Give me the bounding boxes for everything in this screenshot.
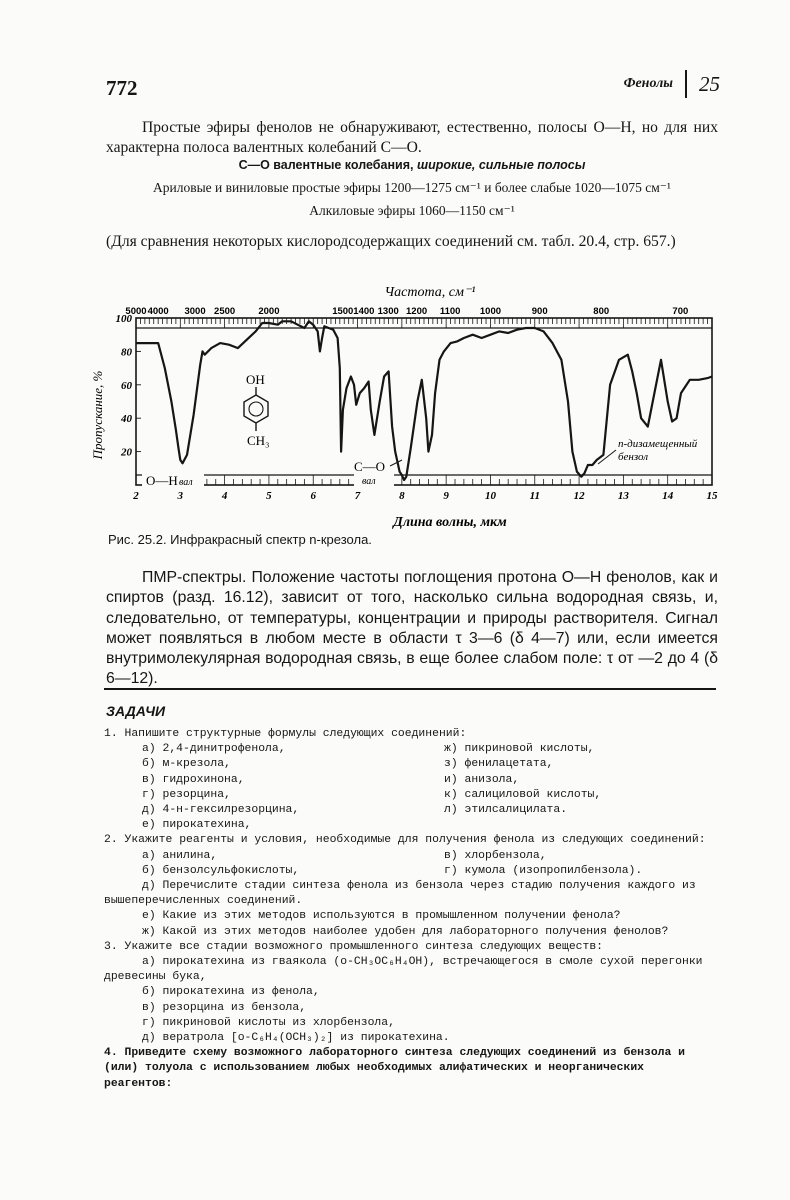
co-heading-bold: С—О валентные колебания, bbox=[238, 158, 414, 172]
top-tick-label: 2500 bbox=[214, 306, 236, 317]
y-tick-label: 80 bbox=[121, 346, 132, 359]
top-tick-label: 4000 bbox=[147, 306, 169, 317]
co-heading-italic: широкие, сильные полосы bbox=[416, 158, 586, 172]
task-4: 4. Приведите схему возможного лабораторного синтеза следующих соединений из бензола и (или) толуола с использованием любых необходимых алифатических и неорганических реагентов: bbox=[104, 1047, 686, 1090]
task-item-row bbox=[104, 818, 716, 833]
running-header bbox=[624, 70, 720, 98]
nmr-lead: ПМР-спектры. bbox=[142, 569, 247, 586]
x-tick-label: 3 bbox=[177, 490, 184, 502]
task-3-b: б) пирокатехина из фенола, bbox=[142, 986, 320, 999]
figure-caption: Рис. 25.2. Инфракрасный спектр n-крезола. bbox=[108, 532, 372, 547]
task-item: в) гидрохинона, bbox=[142, 773, 245, 786]
task-item-row bbox=[104, 864, 716, 879]
header-divider bbox=[685, 70, 687, 98]
x-tick-label: 7 bbox=[354, 490, 361, 502]
paragraph-comparison: (Для сравнения некоторых кислородсодержащих соединений см. табл. 20.4, стр. 657.) bbox=[106, 233, 676, 250]
tasks-list bbox=[104, 727, 716, 1092]
x-tick-label: 15 bbox=[706, 490, 718, 502]
top-tick-label: 1200 bbox=[406, 306, 428, 317]
task-item-row bbox=[104, 849, 716, 864]
x-axis-label: Длина волны, мкм bbox=[393, 515, 507, 530]
x-tick-label: 10 bbox=[484, 490, 496, 502]
page-number: 772 bbox=[106, 76, 138, 100]
co-band-heading bbox=[106, 158, 718, 172]
chapter-number: 25 bbox=[699, 71, 720, 96]
task-item: г) резорцина, bbox=[142, 788, 231, 801]
co-band-sub: вал bbox=[362, 476, 376, 487]
top-tick-label: 5000 bbox=[125, 306, 147, 317]
alkyl-ethers-line: Алкиловые эфиры 1060—1150 см⁻¹ bbox=[309, 203, 515, 218]
top-tick-label: 1300 bbox=[377, 306, 399, 317]
nmr-text: Положение частоты поглощения протона О—Н фенолов, как и спиртов (разд. 16.12), зависит от того, насколько сильна водородная связь, и, следовательно, от температуры, концентрации и природы растворителя. Сигнал может появляться в любом месте в области τ 3—6 (δ 4—7) или, если имеется внутримолекулярная водородная связь, в еще более слабом поле: τ от —2 до 4 (δ 6—12). bbox=[106, 569, 719, 688]
task-1: 1. Напишите структурные формулы следующих соединений: bbox=[104, 728, 467, 740]
wavelength-ruler bbox=[136, 475, 712, 485]
oh-band-label: O—H bbox=[146, 473, 178, 488]
top-tick-label: 1400 bbox=[353, 306, 375, 317]
task-item-row bbox=[104, 757, 716, 772]
task-item: в) хлорбензола, bbox=[444, 849, 547, 862]
top-tick-label: 900 bbox=[531, 306, 548, 317]
para-label-line1: n-дизамещенный bbox=[618, 438, 698, 450]
aryl-ethers-line: Ариловые и виниловые простые эфиры 1200—1275 см⁻¹ и более слабые 1020—1075 см⁻¹ bbox=[153, 180, 671, 195]
task-2-d: д) Перечислите стадии синтеза фенола из бензола через стадию получения каждого из вышеперечисленных соединений. bbox=[104, 880, 696, 908]
task-item-row bbox=[104, 742, 716, 757]
x-tick-label: 11 bbox=[529, 490, 540, 502]
task-item: ж) пикриновой кислоты, bbox=[444, 743, 595, 756]
task-item: б) м-крезола, bbox=[142, 758, 231, 771]
x-tick-label: 14 bbox=[662, 490, 674, 502]
task-3-g: г) пикриновой кислоты из хлорбензола, bbox=[142, 1016, 395, 1029]
x-tick-labels bbox=[132, 490, 718, 502]
x-tick-label: 13 bbox=[617, 490, 629, 502]
task-3: 3. Укажите все стадии возможного промышленного синтеза следующих веществ: bbox=[104, 940, 603, 953]
tasks-title: ЗАДАЧИ bbox=[106, 703, 166, 719]
top-tick-label: 1500 bbox=[332, 306, 354, 317]
structure-oh: OH bbox=[246, 372, 265, 387]
top-tick-label: 1000 bbox=[479, 306, 502, 317]
x-tick-label: 8 bbox=[399, 490, 405, 502]
task-item-row bbox=[104, 773, 716, 788]
ir-spectrum-chart bbox=[90, 280, 730, 530]
top-tick-label: 800 bbox=[593, 306, 610, 317]
task-2-e: е) Какие из этих методов используются в промышленном получении фенола? bbox=[142, 910, 621, 923]
y-tick-label: 20 bbox=[121, 446, 132, 459]
y-axis-label: Пропускание, % bbox=[90, 370, 105, 460]
task-item: к) салициловой кислоты, bbox=[444, 788, 602, 801]
y-tick-label: 40 bbox=[121, 413, 132, 426]
task-item: г) кумола (изопропилбензола). bbox=[444, 864, 643, 877]
x-tick-label: 12 bbox=[573, 490, 585, 502]
frequency-ruler bbox=[136, 318, 712, 328]
task-item-row bbox=[104, 788, 716, 803]
task-item: и) анизола, bbox=[444, 773, 520, 786]
task-item: л) этилсалицилата. bbox=[444, 804, 568, 817]
task-2-items bbox=[104, 849, 716, 879]
structure-ch3: CH₃ bbox=[247, 433, 270, 448]
section-rule bbox=[104, 688, 716, 690]
y-tick-label: 100 bbox=[115, 313, 132, 325]
paragraph-nmr bbox=[106, 568, 718, 690]
co-band-label: C—O bbox=[354, 459, 386, 474]
x-tick-label: 4 bbox=[221, 490, 228, 502]
task-2-zh: ж) Какой из этих методов наиболее удобен для лабораторного получения фенолов? bbox=[142, 925, 669, 938]
para-label-line2: бензол bbox=[618, 451, 649, 463]
benzene-ring bbox=[244, 395, 268, 423]
task-item: д) 4-н-гексилрезорцина, bbox=[142, 804, 300, 817]
task-item: е) пирокатехина, bbox=[142, 819, 252, 832]
task-3-v: в) резорцина из бензола, bbox=[142, 1001, 307, 1014]
top-tick-labels bbox=[125, 306, 688, 317]
top-tick-label: 2000 bbox=[258, 306, 280, 317]
y-tick-labels bbox=[116, 313, 142, 459]
top-axis-label: Частота, см⁻¹ bbox=[384, 285, 476, 300]
x-tick-label: 6 bbox=[310, 490, 316, 502]
task-item: а) анилина, bbox=[142, 849, 218, 862]
oh-band-sub: вал bbox=[179, 477, 193, 488]
x-tick-label: 2 bbox=[133, 490, 139, 502]
task-item-row bbox=[104, 803, 716, 818]
top-tick-label: 1100 bbox=[439, 306, 461, 317]
top-tick-label: 3000 bbox=[184, 306, 206, 317]
paragraph-ethers: Простые эфиры фенолов не обнаруживают, естественно, полосы О—Н, но для них характерна полоса валентных колебаний С—О. bbox=[106, 119, 718, 156]
task-item: а) 2,4-динитрофенола, bbox=[142, 743, 286, 756]
x-tick-label: 9 bbox=[443, 490, 449, 502]
y-tick-label: 60 bbox=[121, 379, 132, 392]
running-section: Фенолы bbox=[623, 76, 673, 91]
task-item: з) фенилацетата, bbox=[444, 758, 554, 771]
task-3-d: д) вератрола [o-C₆H₄(OCH₃)₂] из пирокатехина. bbox=[142, 1032, 450, 1045]
p-cresol-structure bbox=[244, 372, 270, 448]
task-1-items bbox=[104, 742, 716, 833]
task-3-a: а) пирокатехина из гваякола (o-CH₃OC₆H₄OH), встречающегося в смоле сухой перегонки древесины бука, bbox=[104, 956, 703, 984]
task-2: 2. Укажите реагенты и условия, необходимые для получения фенола из следующих соединений: bbox=[104, 834, 706, 847]
x-tick-label: 5 bbox=[266, 490, 272, 502]
top-tick-label: 700 bbox=[672, 306, 689, 317]
task-item: б) бензолсульфокислоты, bbox=[142, 864, 300, 877]
